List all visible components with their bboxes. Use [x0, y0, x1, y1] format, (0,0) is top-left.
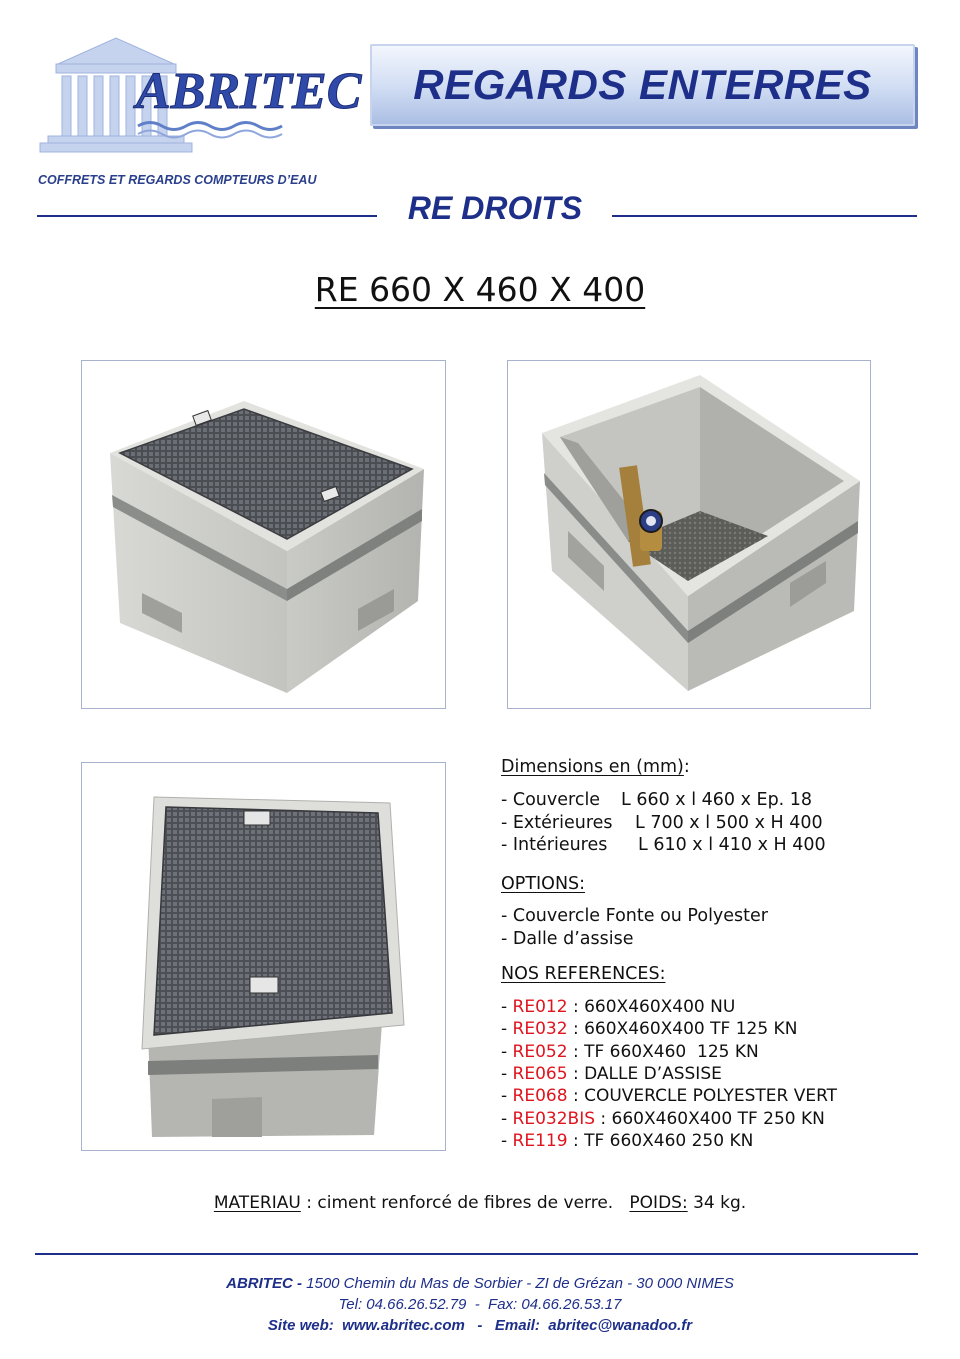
reference-code: RE065: [512, 1064, 568, 1084]
dimensions-heading: [501, 757, 690, 777]
reference-row: [501, 1109, 825, 1129]
reference-prefix: -: [501, 1064, 513, 1084]
photo-cover-top: [81, 762, 446, 1151]
reference-code: RE119: [512, 1131, 568, 1151]
dimension-value: L 660 x l 460 x Ep. 18: [621, 790, 813, 810]
option-item: - Couvercle Fonte ou Polyester: [501, 906, 768, 926]
reference-desc: : DALLE D’ASSISE: [567, 1064, 722, 1084]
section-title: RE DROITS: [407, 190, 583, 226]
footer-address-line: [0, 1275, 960, 1292]
dimension-row-interieures: [501, 835, 826, 855]
dimensions-heading-text: Dimensions en (mm): [501, 757, 684, 777]
reference-row: [501, 1086, 837, 1106]
reference-row: [501, 997, 735, 1017]
reference-prefix: -: [501, 1042, 513, 1062]
product-title: [0, 270, 960, 309]
reference-code: RE068: [512, 1086, 568, 1106]
options-heading: OPTIONS:: [501, 874, 586, 894]
dimension-label: - Extérieures: [501, 813, 613, 833]
reference-desc: : TF 660X460 125 KN: [567, 1042, 759, 1062]
weight-label: POIDS:: [629, 1193, 688, 1213]
footer-phones: Tel: 04.66.26.52.79 - Fax: 04.66.26.53.17: [338, 1296, 622, 1313]
reference-prefix: -: [501, 1086, 513, 1106]
dimension-row-couvercle: [501, 790, 812, 810]
material-label: MATERIAU: [213, 1193, 301, 1213]
logo-tagline: COFFRETS ET REGARDS COMPTEURS D’EAU: [38, 173, 317, 187]
reference-desc: : COUVERCLE POLYESTER VERT: [567, 1086, 838, 1106]
reference-code: RE012: [512, 997, 568, 1017]
dimension-value: L 700 x l 500 x H 400: [635, 813, 823, 833]
abritec-logo: [38, 30, 362, 165]
section-rule-right: [612, 215, 917, 217]
reference-row: [501, 1131, 753, 1151]
reference-code: RE032: [512, 1019, 568, 1039]
dimension-label: - Intérieures: [501, 835, 608, 855]
references-heading: NOS REFERENCES:: [501, 964, 666, 984]
section-rule-left: [37, 215, 377, 217]
reference-row: [501, 1019, 797, 1039]
footer-company: ABRITEC -: [226, 1275, 302, 1292]
reference-code: RE052: [512, 1042, 568, 1062]
logo-wordmark: ABRITEC: [136, 63, 362, 120]
reference-prefix: -: [501, 1019, 513, 1039]
reference-desc: : TF 660X460 250 KN: [567, 1131, 754, 1151]
footer-rule: [35, 1253, 918, 1255]
reference-prefix: -: [501, 1109, 513, 1129]
reference-desc: : 660X460X400 NU: [567, 997, 736, 1017]
photo-closed-box: [81, 360, 446, 709]
header-title: REGARDS ENTERRES: [413, 61, 872, 108]
reference-prefix: -: [501, 997, 513, 1017]
product-title-text: RE 660 X 460 X 400: [314, 270, 646, 309]
reference-prefix: -: [501, 1131, 513, 1151]
reference-desc: : 660X460X400 TF 250 KN: [595, 1109, 825, 1129]
footer-address: 1500 Chemin du Mas de Sorbier - ZI de Grézan - 30 000 NIMES: [301, 1275, 734, 1292]
material-line: [0, 1193, 960, 1213]
dimension-row-exterieures: [501, 813, 823, 833]
weight-value: 34 kg.: [687, 1193, 747, 1213]
dimension-value: L 610 x l 410 x H 400: [638, 835, 826, 855]
reference-row: [501, 1064, 722, 1084]
reference-desc: : 660X460X400 TF 125 KN: [567, 1019, 798, 1039]
reference-code: RE032BIS: [512, 1109, 596, 1129]
photo-open-box: [507, 360, 871, 709]
dimension-label: - Couvercle: [501, 790, 601, 810]
option-item: - Dalle d’assise: [501, 929, 634, 949]
material-text: : ciment renforcé de fibres de verre.: [300, 1193, 630, 1213]
reference-row: [501, 1042, 759, 1062]
footer-web-email: Site web: www.abritec.com - Email: abritec@wanadoo.fr: [267, 1317, 693, 1334]
dimensions-heading-suffix: :: [683, 757, 690, 777]
